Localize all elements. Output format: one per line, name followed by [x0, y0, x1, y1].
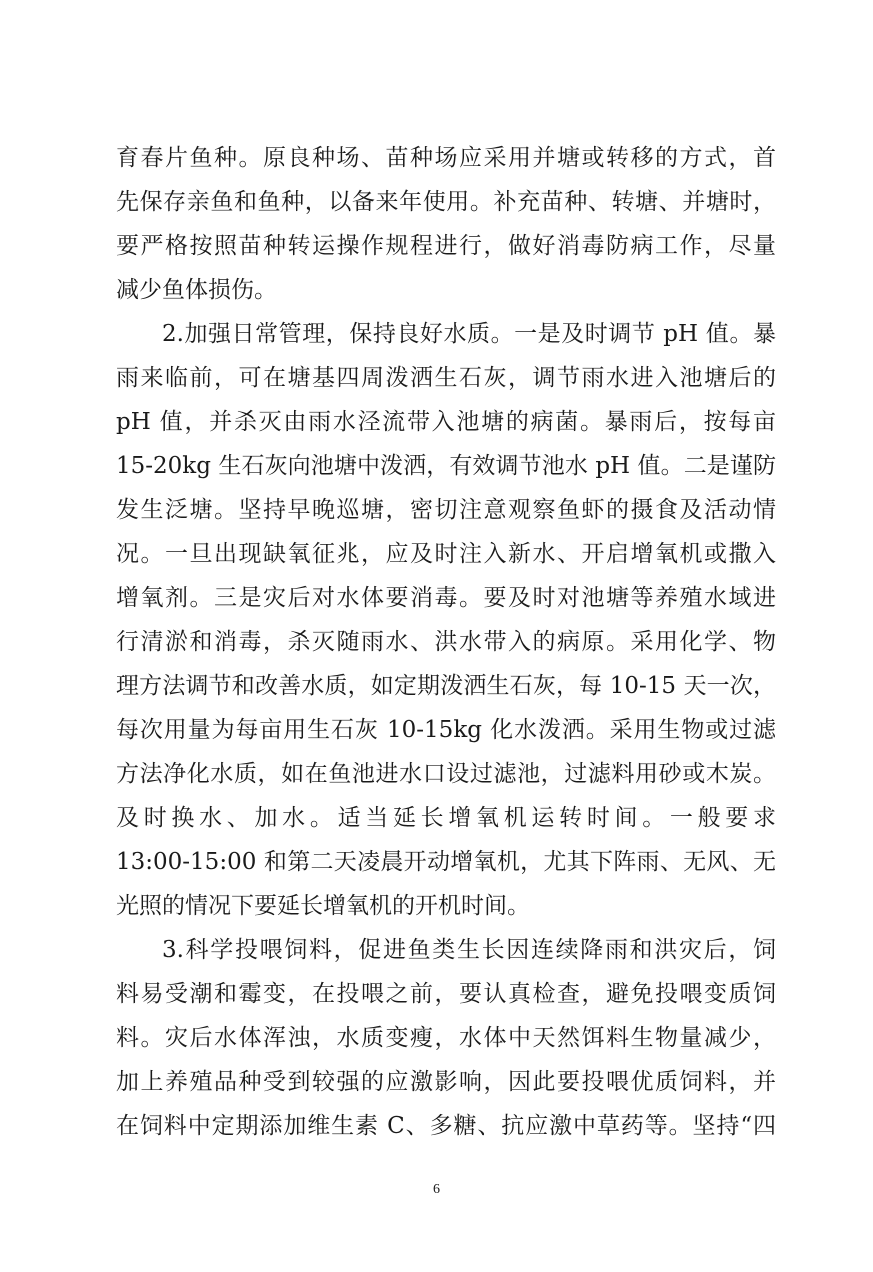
- text-line: 先保存亲鱼和鱼种，以备来年使用。补充苗种、转塘、并塘时，: [116, 189, 776, 215]
- text-line: 方法净化水质，如在鱼池进水口设过滤池，过滤料用砂或木炭。: [116, 761, 776, 787]
- text-line: 15-20kg 生石灰向池塘中泼洒，有效调节池水 pH 值。二是谨防: [116, 453, 776, 479]
- text-line: 育春片鱼种。原良种场、苗种场应采用并塘或转移的方式，首: [116, 145, 776, 171]
- text-line: 在饲料中定期添加维生素 C、多糖、抗应激中草药等。坚持“四: [116, 1113, 776, 1139]
- text-line: 加上养殖品种受到较强的应激影响，因此要投喂优质饲料，并: [116, 1069, 776, 1095]
- text-line: 要严格按照苗种转运操作规程进行，做好消毒防病工作，尽量: [116, 233, 776, 259]
- text-line: 3.科学投喂饲料，促进鱼类生长因连续降雨和洪灾后，饲: [162, 937, 776, 963]
- text-line: 发生泛塘。坚持早晚巡塘，密切注意观察鱼虾的摄食及活动情: [116, 497, 776, 523]
- text-line: 及时换水、加水。适当延长增氧机运转时间。一般要求: [116, 805, 776, 831]
- text-line: 13:00-15:00 和第二天凌晨开动增氧机，尤其下阵雨、无风、无: [116, 849, 776, 875]
- page-number: 6: [433, 1182, 440, 1197]
- text-line: 减少鱼体损伤。: [116, 277, 277, 303]
- text-line: 2.加强日常管理，保持良好水质。一是及时调节 pH 值。暴: [162, 321, 776, 347]
- text-line: 增氧剂。三是灾后对水体要消毒。要及时对池塘等养殖水域进: [116, 585, 776, 611]
- text-line: 理方法调节和改善水质，如定期泼洒生石灰，每 10-15 天一次，: [116, 673, 776, 699]
- text-line: 料易受潮和霉变，在投喂之前，要认真检查，避免投喂变质饲: [116, 981, 776, 1007]
- text-line: 行清淤和消毒，杀灭随雨水、洪水带入的病原。采用化学、物: [116, 629, 776, 655]
- text-line: 每次用量为每亩用生石灰 10-15kg 化水泼洒。采用生物或过滤: [116, 717, 776, 743]
- text-line: 况。一旦出现缺氧征兆，应及时注入新水、开启增氧机或撒入: [116, 541, 776, 567]
- text-line: 料。灾后水体浑浊，水质变瘦，水体中天然饵料生物量减少，: [116, 1025, 776, 1051]
- text-line: 光照的情况下要延长增氧机的开机时间。: [116, 893, 530, 919]
- text-line: pH 值，并杀灭由雨水泾流带入池塘的病菌。暴雨后，按每亩: [116, 409, 776, 435]
- text-line: 雨来临前，可在塘基四周泼洒生石灰，调节雨水进入池塘后的: [116, 365, 776, 391]
